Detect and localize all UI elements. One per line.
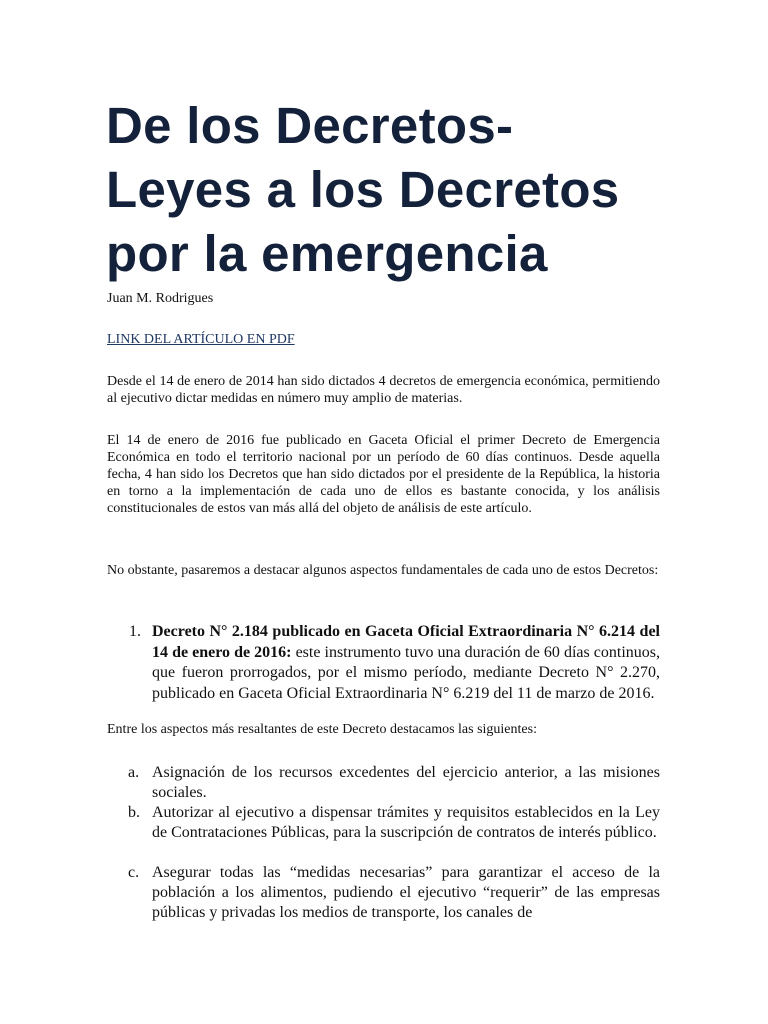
list-item-text: Asegurar todas las “medidas necesarias” para garantizar el acceso de la población a los alimentos, pudiendo el ejecutivo “requerir” de las empresas públicas y privadas los medios de transporte, los canales de [152, 864, 660, 921]
decree-description: este instrumento tuvo una duración de 60 días continuos, que fueron prorrogados, por el mismo período, mediante Decreto N° 2.270, publicado en Gaceta Oficial Extraordinaria N° 6.219 del 11 de marzo de 2016. [152, 643, 660, 702]
decree-heading: Decreto N° 2.184 publicado en Gaceta Oficial Extraordinaria N° 6.214 del 14 de enero de 2016: [152, 623, 660, 661]
title-line-1: De los Decretos- [106, 97, 514, 154]
author-name: Juan M. Rodrigues [107, 291, 214, 306]
document-title [106, 94, 706, 286]
lettered-intro: Entre los aspectos más resaltantes de este Decreto destacamos las siguientes: [107, 722, 537, 737]
list-marker: b. [128, 804, 140, 821]
title-line-3: por la emergencia [106, 225, 548, 282]
list-marker: 1. [129, 623, 141, 640]
pdf-article-link[interactable]: LINK DEL ARTÍCULO EN PDF [107, 332, 295, 347]
numbered-list [107, 622, 660, 704]
lettered-list-item-c [107, 863, 660, 943]
list-marker: c. [128, 864, 140, 881]
lettered-list-item-a [107, 763, 660, 803]
list-item-text: Autorizar al ejecutivo a dispensar trámites y requisitos establecidos en la Ley de Contrataciones Públicas, para la suscripción de contratos de interés público. [152, 804, 660, 841]
list-item-text: Asignación de los recursos excedentes del ejercicio anterior, a las misiones sociales. [152, 764, 660, 801]
paragraph-1: Desde el 14 de enero de 2014 han sido dictados 4 decretos de emergencia económica, permitiendo al ejecutivo dictar medidas en número muy amplio de materias. [107, 374, 660, 406]
title-line-2: Leyes a los Decretos [106, 161, 620, 218]
numbered-list-item-1 [107, 622, 660, 704]
paragraph-2: El 14 de enero de 2016 fue publicado en Gaceta Oficial el primer Decreto de Emergencia Económica en todo el territorio nacional por un período de 60 días continuos. Desde aquella fecha, 4 han sido los Decretos que han sido dictados por el presidente de la República, la historia en torno a la implementación de cada uno de ellos es bastante conocida, y los análisis constitucionales de estos van más allá del objeto de análisis de este artículo. [107, 433, 660, 516]
lettered-list-item-b [107, 803, 660, 863]
paragraph-3: No obstante, pasaremos a destacar algunos aspectos fundamentales de cada uno de estos Decretos: [107, 563, 659, 578]
lettered-list [107, 763, 660, 943]
list-marker: a. [128, 764, 140, 781]
